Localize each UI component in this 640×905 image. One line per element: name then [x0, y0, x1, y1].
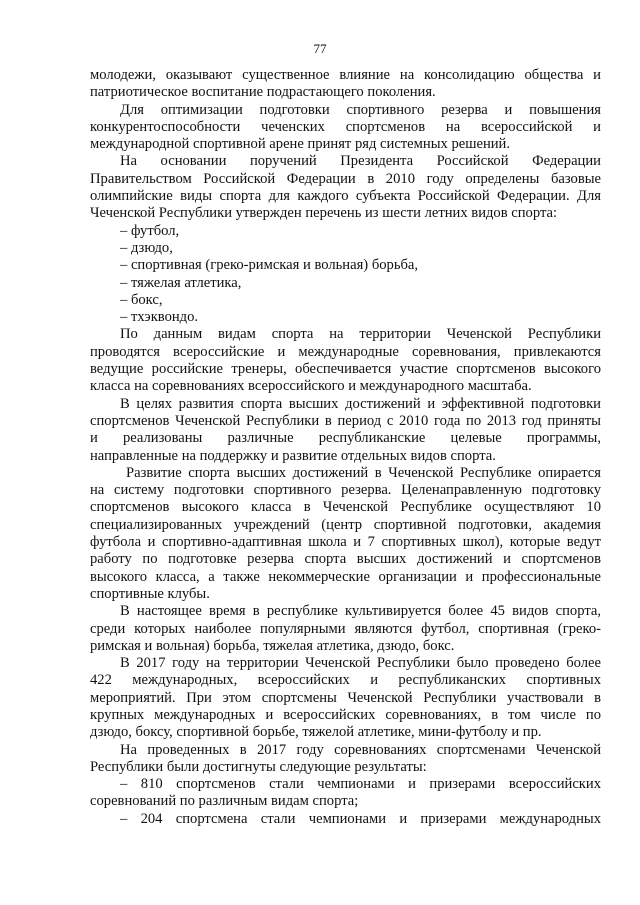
text-line: По данным видам спорта на территории Чеченской Республики: [120, 326, 601, 343]
text-line: международной спортивной арене принят ряд системных решений.: [90, 136, 511, 153]
text-line: направленные на поддержку и развитие отдельных видов спорта.: [90, 447, 496, 464]
text-line: В целях развития спорта высших достижений и эффективной подготовки: [120, 395, 601, 412]
text-line: спортсменов высокого класса в Чеченской Республике осуществляют 10: [90, 499, 601, 516]
page-number: 77: [313, 41, 327, 56]
list-item: – спортивная (греко-римская и вольная) борьба,: [120, 257, 419, 274]
text-line: Развитие спорта высших достижений в Чеченской Республике опирается: [126, 464, 601, 481]
text-line: – 810 спортсменов стали чемпионами и призерами всероссийских: [120, 776, 601, 793]
text-line: класса на соревнованиях всероссийского и международного масштаба.: [90, 378, 532, 395]
text-line: На проведенных в 2017 году соревнованиях спортсменами Чеченской: [120, 741, 601, 758]
paragraph: [90, 776, 601, 811]
text-line: молодежи, оказывают существенное влияние на консолидацию общества и: [90, 67, 601, 83]
paragraph: [90, 742, 601, 777]
text-line: Правительством Российской Федерации в 2010 году определены базовые: [90, 170, 601, 187]
text-line: В 2017 году на территории Чеченской Республики было проведено более: [120, 655, 601, 672]
text-line: спортивные клубы.: [90, 585, 210, 602]
paragraph: [90, 326, 601, 395]
paragraph: [90, 465, 601, 603]
paragraph: [90, 396, 601, 465]
text-line: крупных международных и всероссийских соревнованиях, в том числе по: [90, 706, 601, 723]
list-item: – футбол,: [120, 222, 180, 239]
paragraph: [90, 102, 601, 154]
list-item: – дзюдо,: [120, 239, 173, 256]
text-line: мероприятий. При этом спортсмены Чеченской Республики участвовали в: [90, 689, 601, 706]
text-line: Для оптимизации подготовки спортивного резерва и повышения: [120, 101, 601, 118]
text-line: соревнований по различным видам спорта;: [90, 793, 359, 810]
text-line: 422 международных, всероссийских и республиканских спортивных: [90, 672, 601, 689]
text-line: специализированных учреждений (центр спортивной подготовки, академия: [90, 516, 601, 533]
document-body: [90, 67, 601, 828]
list-item: – тхэквондо.: [120, 309, 199, 326]
paragraph: [90, 153, 601, 222]
text-line: высокого класса, а также некоммерческие организации и профессиональные: [90, 568, 601, 585]
text-line: дзюдо, боксу, спортивной борьбе, тяжелой атлетике, мини-футболу и пр.: [90, 724, 542, 741]
text-line: Чеченской Республики утвержден перечень из шести летних видов спорта:: [90, 205, 558, 222]
text-line: работу по подготовке резерва спорта высших достижений и спортсменов: [90, 551, 601, 568]
text-line: проводятся всероссийские и международные соревнования, привлекаются: [90, 343, 601, 360]
list-item: – тяжелая атлетика,: [120, 274, 242, 291]
paragraph: [90, 603, 601, 655]
text-line: на систему подготовки спортивного резерва. Целенаправленную подготовку: [90, 482, 601, 499]
text-line: ведущие российские тренеры, обеспечивается участие спортсменов высокого: [90, 361, 601, 378]
text-line: – 204 спортсмена стали чемпионами и призерами международных: [120, 810, 601, 827]
text-line: футбола и спортивно-адаптивная школа и 7 спортивных школ), которые ведут: [90, 534, 601, 551]
list-item: – бокс,: [120, 291, 163, 308]
text-line: В настоящее время в республике культивируется более 45 видов спорта,: [120, 603, 601, 620]
paragraph: [90, 67, 601, 102]
text-line: олимпийские виды спорта для каждого субъекта Российской Федерации. Для: [90, 188, 601, 205]
text-line: римская и вольная) борьба, тяжелая атлетика, дзюдо, бокс.: [90, 637, 455, 654]
text-line: На основании поручений Президента Российской Федерации: [120, 153, 601, 170]
text-line: и реализованы различные республиканские целевые программы,: [90, 430, 601, 447]
text-line: Республики были достигнуты следующие результаты:: [90, 758, 427, 775]
text-line: патриотическое воспитание подрастающего поколения.: [90, 84, 436, 101]
paragraph: [90, 655, 601, 741]
text-line: спортсменов Чеченской Республики в период с 2010 года по 2013 год приняты: [90, 412, 601, 429]
text-line: среди которых наиболее популярными являются футбол, спортивная (греко-: [90, 620, 601, 637]
text-line: конкурентоспособности чеченских спортсменов на всероссийской и: [90, 118, 601, 135]
paragraph: [90, 811, 601, 828]
